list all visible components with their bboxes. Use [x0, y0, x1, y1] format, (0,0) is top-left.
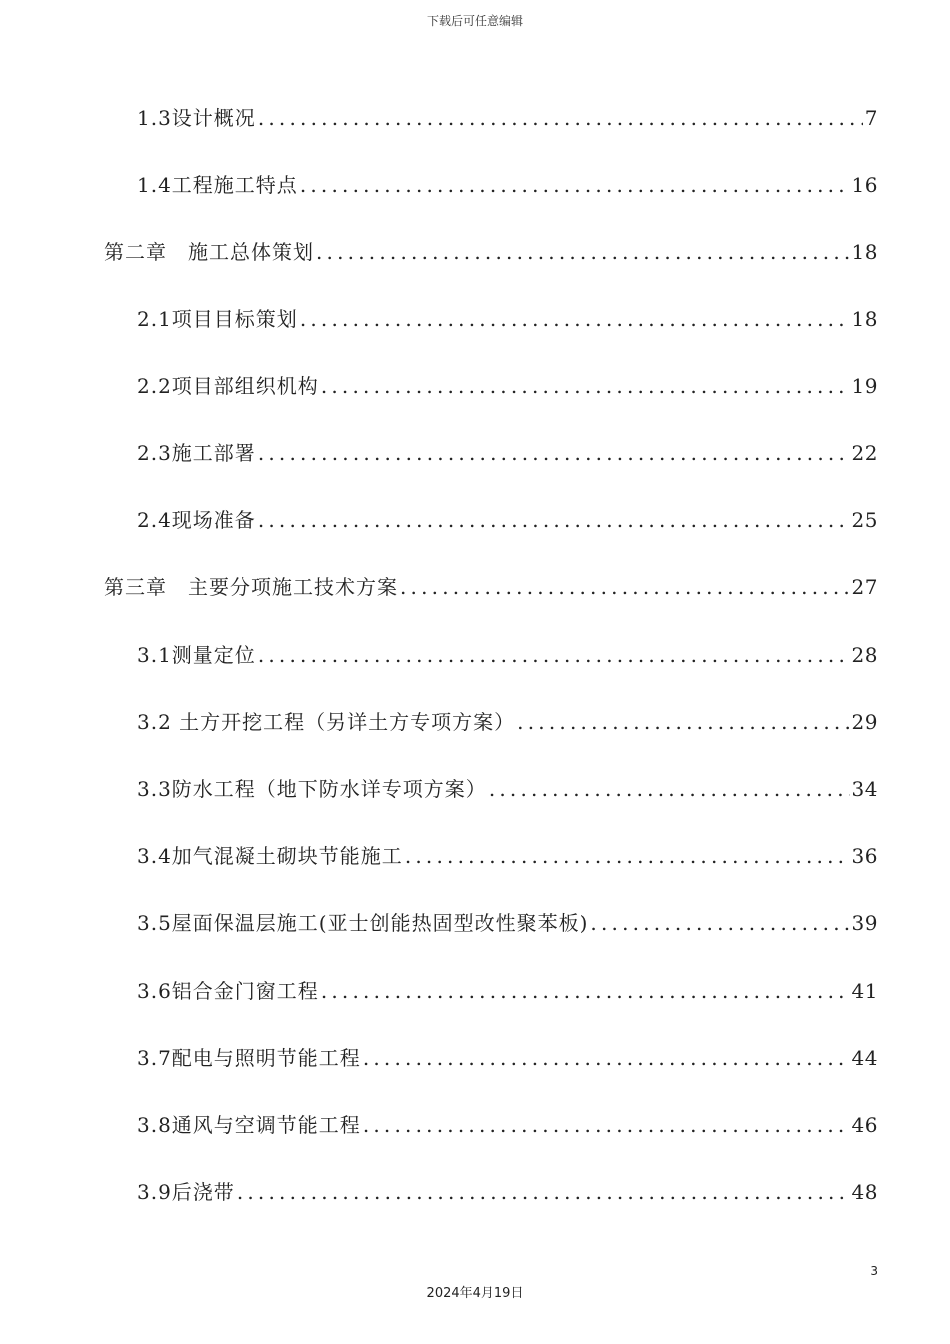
toc-entry-3-6[interactable]	[137, 975, 878, 1007]
toc-entry-page: 18	[851, 240, 878, 264]
toc-entry-3-1[interactable]	[137, 639, 878, 671]
toc-dot-leader	[363, 1109, 850, 1141]
toc-dot-leader	[321, 975, 850, 1007]
toc-dot-leader	[321, 370, 850, 402]
toc-entry-page: 46	[851, 1113, 878, 1137]
toc-dot-leader	[405, 840, 850, 872]
toc-entry-title: 3.9后浇带	[137, 1180, 235, 1204]
toc-entry-page: 48	[851, 1180, 878, 1204]
toc-entry-page: 27	[851, 575, 878, 599]
toc-entry-page: 29	[851, 710, 878, 734]
page-number: 3	[870, 1264, 878, 1278]
toc-entry-page: 41	[851, 979, 878, 1003]
toc-entry-title: 2.3施工部署	[137, 441, 256, 465]
toc-entry-3-7[interactable]	[137, 1042, 878, 1074]
toc-entry-1-3[interactable]	[137, 102, 878, 134]
toc-entry-page: 16	[851, 173, 878, 197]
toc-entry-title: 3.1测量定位	[137, 643, 256, 667]
toc-dot-leader	[300, 303, 850, 335]
toc-dot-leader	[316, 236, 850, 268]
toc-entry-title: 1.4工程施工特点	[137, 173, 298, 197]
toc-entry-page: 18	[851, 307, 878, 331]
toc-dot-leader	[517, 706, 849, 738]
toc-entry-page: 34	[851, 777, 878, 801]
header-note: 下载后可任意编辑	[426, 14, 523, 28]
toc-entry-title: 第二章 施工总体策划	[104, 240, 314, 264]
toc-entry-title: 3.6铝合金门窗工程	[137, 979, 319, 1003]
toc-entry-title: 2.4现场准备	[137, 508, 256, 532]
toc-entry-page: 22	[851, 441, 878, 465]
toc-entry-2-1[interactable]	[137, 303, 878, 335]
toc-entry-2-3[interactable]	[137, 437, 878, 469]
toc-entry-2-2[interactable]	[137, 370, 878, 402]
toc-entry-page: 39	[851, 911, 878, 935]
toc-entry-title: 3.8通风与空调节能工程	[137, 1113, 361, 1137]
toc-entry-page: 19	[851, 374, 878, 398]
footer-date: 2024年4月19日	[426, 1286, 524, 1301]
toc-entry-title: 2.2项目部组织机构	[137, 374, 319, 398]
toc-dot-leader	[258, 504, 850, 536]
toc-entry-3-8[interactable]	[137, 1109, 878, 1141]
toc-entry-page: 36	[851, 844, 878, 868]
toc-entry-chapter-3[interactable]	[104, 571, 878, 603]
toc-entry-3-9[interactable]	[137, 1176, 878, 1208]
toc-dot-leader	[363, 1042, 850, 1074]
toc-entry-title: 3.4加气混凝土砌块节能施工	[137, 844, 403, 868]
toc-entry-1-4[interactable]	[137, 169, 878, 201]
toc-dot-leader	[258, 639, 850, 671]
toc-entry-title: 3.2 土方开挖工程（另详土方专项方案）	[137, 710, 516, 734]
toc-entry-title: 3.7配电与照明节能工程	[137, 1046, 361, 1070]
toc-entry-3-5[interactable]	[137, 907, 878, 939]
toc-entry-page: 25	[851, 508, 878, 532]
toc-entry-3-2[interactable]	[137, 706, 878, 738]
toc-entry-page: 28	[851, 643, 878, 667]
toc-entry-title: 1.3设计概况	[137, 106, 256, 130]
toc-entry-title: 3.5屋面保温层施工(亚士创能热固型改性聚苯板)	[137, 911, 589, 935]
toc-dot-leader	[590, 907, 849, 939]
toc-entry-title: 3.3防水工程（地下防水详专项方案）	[137, 777, 487, 801]
toc-entry-chapter-2[interactable]	[104, 236, 878, 268]
toc-entry-3-4[interactable]	[137, 840, 878, 872]
toc-dot-leader	[400, 571, 850, 603]
toc-dot-leader	[489, 773, 850, 805]
toc-entry-page: 7	[864, 106, 878, 130]
toc-entry-title: 2.1项目目标策划	[137, 307, 298, 331]
toc-entry-page: 44	[851, 1046, 878, 1070]
toc-dot-leader	[300, 169, 850, 201]
toc-entry-2-4[interactable]	[137, 504, 878, 536]
toc-dot-leader	[258, 102, 863, 134]
toc-dot-leader	[258, 437, 850, 469]
toc-dot-leader	[237, 1176, 850, 1208]
toc-entry-3-3[interactable]	[137, 773, 878, 805]
toc-entry-title: 第三章 主要分项施工技术方案	[104, 575, 398, 599]
